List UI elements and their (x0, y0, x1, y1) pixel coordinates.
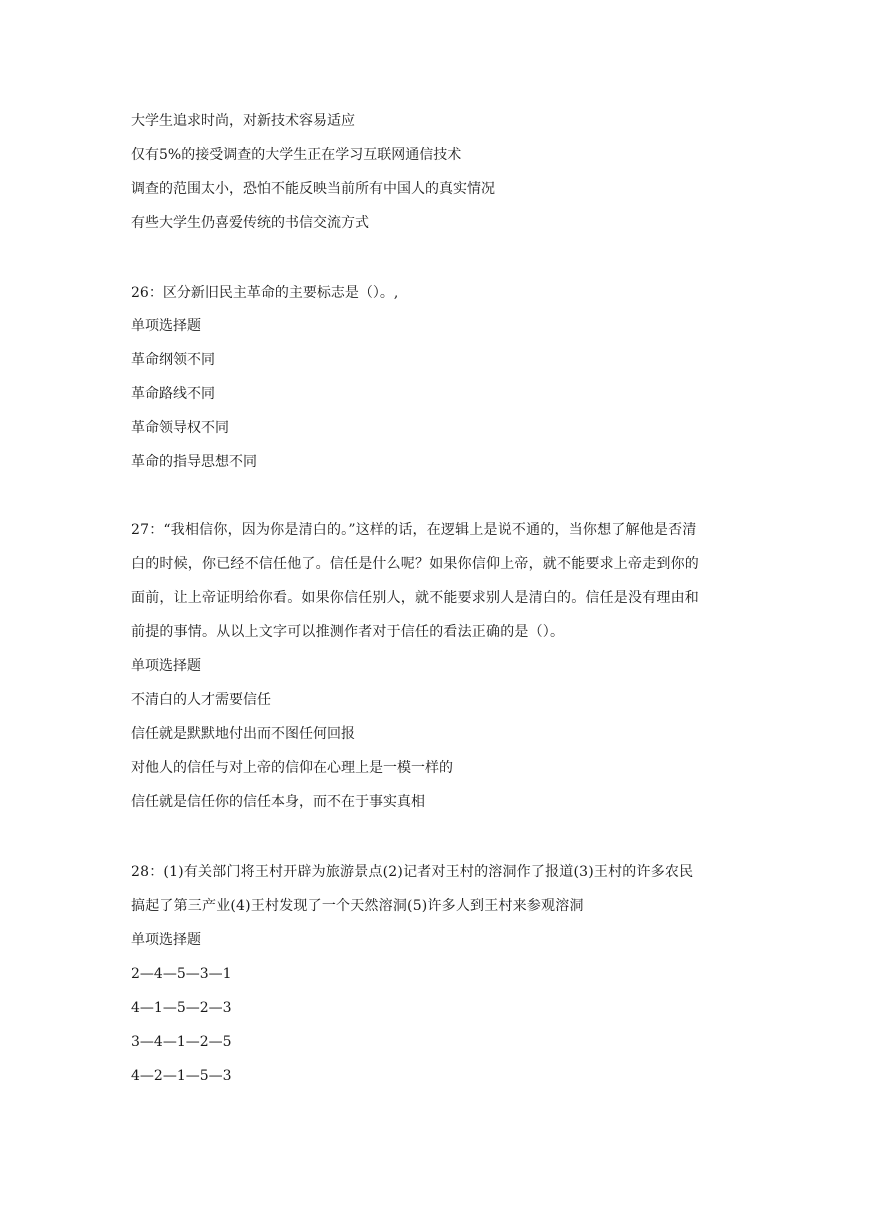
option-text: 革命路线不同 (131, 386, 215, 402)
option-text: 仅有5%的接受调查的大学生正在学习互联网通信技术 (131, 147, 462, 163)
option-text: 革命的指导思想不同 (131, 454, 257, 470)
option-text: 2—4—5—3—1 (131, 966, 232, 982)
option-text: 调查的范围太小，恐怕不能反映当前所有中国人的真实情况 (131, 181, 495, 197)
option-text: 3—4—1—2—5 (131, 1034, 232, 1050)
option-text: 不清白的人才需要信任 (131, 692, 271, 708)
option-text: 革命领导权不同 (131, 420, 229, 436)
question-stem-line: 28：(1)有关部门将王村开辟为旅游景点(2)记者对王村的溶洞作了报道(3)王村的许多农民 (131, 864, 694, 880)
option-text: 4—1—5—2—3 (131, 1000, 232, 1016)
question-type: 单项选择题 (131, 318, 201, 334)
option-text: 革命纲领不同 (131, 352, 215, 368)
question-type: 单项选择题 (131, 658, 201, 674)
option-text: 信任就是信任你的信任本身，而不在于事实真相 (131, 794, 425, 810)
option-text: 大学生追求时尚，对新技术容易适应 (131, 113, 355, 129)
question-stem-line: 白的时候，你已经不信任他了。信任是什么呢？如果你信仰上帝，就不能要求上帝走到你的 (131, 556, 699, 572)
question-stem-line: 前提的事情。从以上文字可以推测作者对于信任的看法正确的是（）。 (131, 624, 565, 640)
question-stem: 26：区分新旧民主革命的主要标志是（）。, (131, 285, 399, 301)
option-text: 有些大学生仍喜爱传统的书信交流方式 (131, 215, 369, 231)
option-text: 信任就是默默地付出而不图任何回报 (131, 726, 355, 742)
option-text: 对他人的信任与对上帝的信仰在心理上是一模一样的 (131, 760, 453, 776)
question-stem-line: 搞起了第三产业(4)王村发现了一个天然溶洞(5)许多人到王村来参观溶洞 (131, 898, 584, 914)
question-stem-line: 27：“我相信你，因为你是清白的。”这样的话，在逻辑上是说不通的，当你想了解他是否清 (131, 522, 697, 538)
question-stem-line: 面前，让上帝证明给你看。如果你信任别人，就不能要求别人是清白的。信任是没有理由和 (131, 590, 699, 606)
option-text: 4—2—1—5—3 (131, 1068, 232, 1084)
question-type: 单项选择题 (131, 932, 201, 948)
